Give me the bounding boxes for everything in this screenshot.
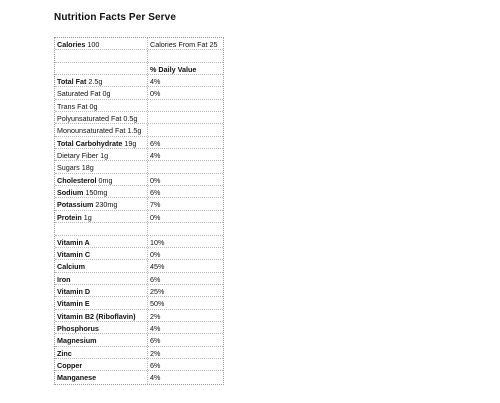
nutrient-amount: 100: [85, 40, 100, 49]
nutrient-label: Saturated Fat: [57, 89, 101, 99]
nutrient-label: Calories: [57, 40, 86, 49]
nutrient-cell: [55, 347, 148, 358]
nutrient-cell: [55, 63, 148, 74]
nutrient-label: Vitamin D: [57, 286, 91, 296]
nutrient-label: Sodium: [57, 188, 84, 198]
nutrient-cell: [55, 174, 148, 185]
nutrient-label: Iron: [57, 274, 71, 284]
nutrient-amount: 0g: [87, 101, 98, 111]
nutrient-cell: [55, 211, 148, 222]
nutrient-amount: 0.5g: [121, 114, 138, 124]
nutrient-label: Total Fat: [57, 77, 87, 87]
nutrient-label: Magnesium: [57, 336, 97, 346]
nutrient-cell: [55, 124, 148, 135]
nutrient-cell: [55, 112, 148, 123]
daily-value-cell: % Daily Value: [150, 64, 197, 74]
nutrient-cell: [55, 273, 148, 284]
nutrient-cell: [55, 161, 148, 172]
nutrient-cell: [55, 75, 148, 86]
nutrient-label: Vitamin E: [57, 299, 90, 309]
table-row: [55, 223, 223, 235]
daily-value-cell: 45%: [150, 262, 165, 272]
nutrient-cell: [55, 38, 148, 49]
daily-value-cell: 6%: [150, 188, 161, 198]
nutrient-cell: [55, 310, 148, 321]
nutrient-amount: 0g: [100, 89, 111, 99]
nutrient-label: Protein: [57, 212, 82, 222]
nutrient-cell: [55, 359, 148, 370]
daily-value-cell: 6%: [150, 274, 161, 284]
nutrient-amount: 19g: [122, 138, 137, 148]
table-row: [55, 285, 223, 297]
nutrient-label: Zinc: [57, 348, 72, 358]
table-row: [55, 137, 223, 149]
nutrient-cell: [55, 186, 148, 197]
daily-value-cell: 0%: [150, 89, 161, 99]
nutrient-label: Vitamin B2 (Riboflavin): [57, 311, 136, 321]
daily-value-cell: 4%: [150, 77, 161, 87]
nutrient-label: Copper: [57, 360, 83, 370]
daily-value-cell: 4%: [150, 323, 161, 333]
nutrient-cell: [55, 248, 148, 259]
table-row: [55, 211, 223, 223]
daily-value-cell: 6%: [150, 360, 161, 370]
nutrient-amount: 1g: [98, 151, 109, 161]
nutrient-cell: [55, 371, 148, 383]
nutrient-cell: [55, 297, 148, 308]
table-row: [55, 38, 223, 50]
nutrient-cell: [55, 236, 148, 247]
nutrient-cell: [55, 87, 148, 98]
nutrition-table: [54, 37, 224, 385]
nutrient-label: Monounsaturated Fat: [57, 126, 126, 136]
nutrient-label: Trans Fat: [57, 101, 88, 111]
table-row: [55, 347, 223, 359]
nutrient-cell: [55, 285, 148, 296]
daily-value-cell: 6%: [150, 336, 161, 346]
table-row: [55, 273, 223, 285]
table-row: [55, 75, 223, 87]
table-row: [55, 63, 223, 75]
nutrient-cell: [55, 223, 148, 234]
nutrient-label: Manganese: [57, 373, 97, 383]
nutrient-label: Total Carbohydrate: [57, 138, 123, 148]
table-row: [55, 334, 223, 346]
nutrient-cell: [55, 334, 148, 345]
table-row: [55, 371, 223, 383]
table-row: [55, 186, 223, 198]
table-row: [55, 161, 223, 173]
table-row: [55, 310, 223, 322]
table-row: [55, 236, 223, 248]
daily-value-cell: 6%: [150, 138, 161, 148]
nutrient-amount: 2.5g: [86, 77, 103, 87]
daily-value-cell: Calories From Fat 25: [150, 40, 218, 49]
nutrient-label: Potassium: [57, 200, 94, 210]
daily-value-cell: [148, 223, 223, 234]
daily-value-cell: 4%: [150, 373, 161, 383]
nutrient-amount: 230mg: [93, 200, 118, 210]
nutrient-cell: [55, 322, 148, 333]
table-row: [55, 50, 223, 62]
nutrient-cell: [55, 50, 148, 61]
table-row: [55, 174, 223, 186]
table-row: [55, 112, 223, 124]
nutrient-amount: 18g: [79, 163, 94, 173]
daily-value-cell: 50%: [150, 299, 165, 309]
table-row: [55, 260, 223, 272]
nutrient-label: Phosphorus: [57, 323, 99, 333]
nutrient-cell: [55, 137, 148, 148]
table-row: [55, 100, 223, 112]
nutrient-cell: [55, 100, 148, 111]
page-title: Nutrition Facts Per Serve: [54, 12, 176, 23]
daily-value-cell: 7%: [150, 200, 161, 210]
daily-value-cell: [148, 161, 223, 172]
nutrient-amount: 1g: [81, 212, 92, 222]
table-row: [55, 359, 223, 371]
daily-value-cell: 0%: [150, 249, 161, 259]
nutrient-label: Vitamin C: [57, 249, 91, 259]
daily-value-cell: [148, 112, 223, 123]
nutrient-cell: [55, 198, 148, 209]
table-row: [55, 322, 223, 334]
nutrient-label: Calcium: [57, 262, 85, 272]
table-row: [55, 198, 223, 210]
daily-value-cell: [148, 124, 223, 135]
table-row: [55, 149, 223, 161]
nutrient-cell: [55, 149, 148, 160]
nutrient-amount: 0mg: [96, 175, 113, 185]
daily-value-cell: 0%: [150, 175, 161, 185]
daily-value-cell: 2%: [150, 348, 161, 358]
nutrient-amount: 150mg: [83, 188, 108, 198]
nutrient-cell: [55, 260, 148, 271]
daily-value-cell: [148, 50, 223, 61]
nutrient-label: Polyunsaturated Fat: [57, 114, 122, 124]
daily-value-cell: 25%: [150, 286, 165, 296]
table-row: [55, 124, 223, 136]
table-row: [55, 87, 223, 99]
nutrient-label: Cholesterol: [57, 175, 97, 185]
nutrient-amount: 1.5g: [125, 126, 142, 136]
table-row: [55, 297, 223, 309]
daily-value-cell: 4%: [150, 151, 161, 161]
daily-value-cell: 10%: [150, 237, 165, 247]
nutrient-label: Dietary Fiber: [57, 151, 99, 161]
table-row: [55, 248, 223, 260]
daily-value-cell: 2%: [150, 311, 161, 321]
nutrient-label: Vitamin A: [57, 237, 90, 247]
daily-value-cell: [148, 100, 223, 111]
nutrient-label: Sugars: [57, 163, 80, 173]
daily-value-cell: 0%: [150, 212, 161, 222]
